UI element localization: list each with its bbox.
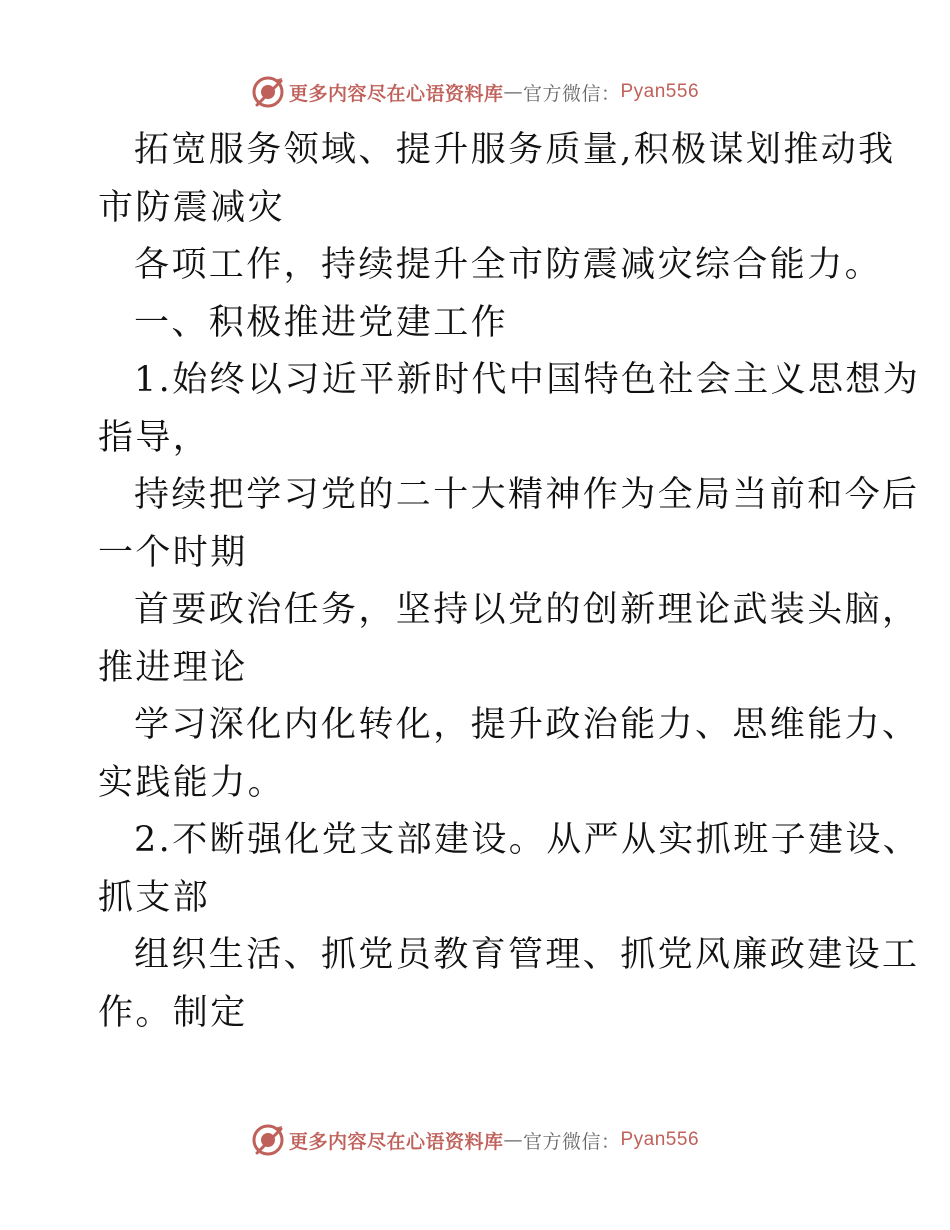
watermark-dash: — [503,81,523,103]
text-line: 指导， [98,417,211,458]
text-line: 一、积极推进党建工作 [134,302,509,343]
watermark-wechat-label: 官方微信： [522,82,621,105]
watermark-site-name: 更多内容尽在心语资料库 [288,82,504,105]
text-line: 2.不断强化党支部建设。从严从实抓班子建设、 [134,820,921,860]
watermark-wechat-label: 官方微信： [522,1130,621,1153]
text-line: 一个时期 [98,532,248,573]
text-line: 持续把学习党的二十大精神作为全局当前和今后 [134,475,920,515]
document-body [98,122,921,1042]
text-line: 实践能力。 [98,762,286,803]
text-line: 学习深化内化转化，提升政治能力、思维能力、 [134,705,920,745]
watermark-dash: — [503,1129,523,1151]
watermark-wechat-id: Pyan556 [620,1129,700,1150]
text-line: 市防震减灾 [98,187,286,228]
footer-watermark [0,1120,950,1160]
text-line: 1.始终以习近平新时代中国特色社会主义思想为 [134,360,921,400]
pen-logo-icon [251,75,285,109]
text-line: 各项工作，持续提升全市防震减灾综合能力。 [134,245,883,285]
text-line: 作。制定 [98,992,248,1033]
text-line: 拓宽服务领域、提升服务质量,积极谋划推动我 [134,130,896,170]
header-watermark [0,72,950,112]
watermark-wechat-id: Pyan556 [620,81,700,102]
text-line: 抓支部 [98,877,211,918]
text-line: 组织生活、抓党员教育管理、抓党风廉政建设工 [134,935,920,975]
text-line: 首要政治任务，坚持以党的创新理论武装头脑， [134,590,920,630]
pen-logo-icon [251,1123,285,1157]
text-line: 推进理论 [98,647,248,688]
watermark-site-name: 更多内容尽在心语资料库 [288,1130,504,1153]
